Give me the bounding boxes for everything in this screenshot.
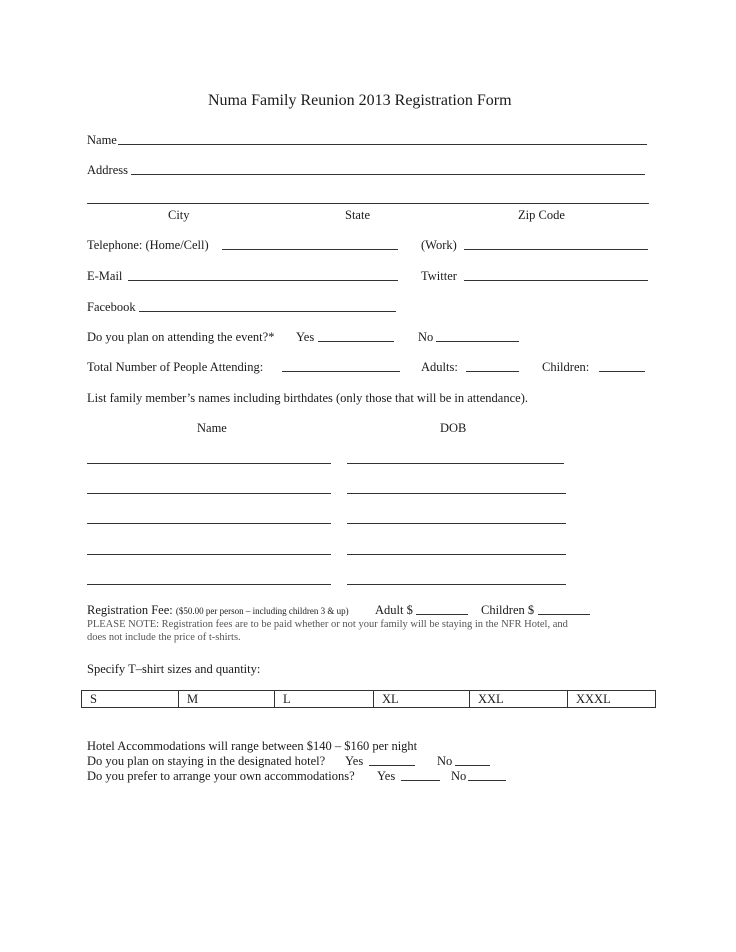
address-label: Address <box>87 163 128 177</box>
tshirt-label: Specify T–shirt sizes and quantity: <box>87 662 261 676</box>
tshirt-size-table <box>81 690 656 708</box>
children-label: Children: <box>542 360 590 374</box>
fee-detail: ($50.00 per person – including children 3 & up) <box>175 606 349 616</box>
adults-field[interactable] <box>466 371 519 372</box>
hotel-stay-question: Do you plan on staying in the designated hotel? <box>87 754 326 768</box>
attend-no-label: No <box>418 330 434 344</box>
tshirt-size-l[interactable]: L <box>275 691 374 708</box>
facebook-field[interactable] <box>139 311 396 312</box>
children-fee-label: Children $ <box>481 603 535 617</box>
family-dob-field-1[interactable] <box>347 463 564 464</box>
family-dob-field-3[interactable] <box>347 523 566 524</box>
work-label: (Work) <box>421 238 457 252</box>
hotel-own-question: Do you prefer to arrange your own accommodations? <box>87 769 355 783</box>
please-note-line-2: does not include the price of t-shirts. <box>87 632 241 643</box>
home-phone-field[interactable] <box>222 249 398 250</box>
attend-question: Do you plan on attending the event?* <box>87 330 275 344</box>
family-list-instructions: List family member’s names including birthdates (only those that will be in attendance). <box>87 391 528 405</box>
hotel-stay-no-label: No <box>437 754 453 768</box>
family-name-field-3[interactable] <box>87 523 331 524</box>
work-phone-field[interactable] <box>464 249 648 250</box>
hotel-own-yes-field[interactable] <box>401 780 440 781</box>
hotel-accommodations-text: Hotel Accommodations will range between $140 – $160 per night <box>87 739 418 753</box>
email-label: E-Mail <box>87 269 123 283</box>
city-label: City <box>168 208 190 222</box>
tshirt-size-xxl[interactable]: XXL <box>470 691 568 708</box>
attend-yes-label: Yes <box>296 330 315 344</box>
column-dob-header: DOB <box>440 421 467 435</box>
hotel-stay-no-field[interactable] <box>455 765 490 766</box>
hotel-stay-yes-field[interactable] <box>369 765 415 766</box>
family-name-field-2[interactable] <box>87 493 331 494</box>
adults-label: Adults: <box>421 360 458 374</box>
email-field[interactable] <box>128 280 398 281</box>
total-people-field[interactable] <box>282 371 400 372</box>
hotel-stay-yes-label: Yes <box>345 754 364 768</box>
tshirt-size-xxxl[interactable]: XXXL <box>568 691 656 708</box>
facebook-label: Facebook <box>87 300 136 314</box>
zip-label: Zip Code <box>518 208 565 222</box>
fee-label: Registration Fee: <box>87 603 173 617</box>
state-label: State <box>345 208 370 222</box>
twitter-field[interactable] <box>464 280 648 281</box>
address-field[interactable] <box>131 174 645 175</box>
tshirt-size-m[interactable]: M <box>179 691 275 708</box>
adult-fee-field[interactable] <box>416 614 468 615</box>
family-name-field-4[interactable] <box>87 554 331 555</box>
column-name-header: Name <box>197 421 227 435</box>
adult-fee-label: Adult $ <box>375 603 413 617</box>
attend-no-field[interactable] <box>436 341 519 342</box>
telephone-label: Telephone: (Home/Cell) <box>87 238 209 252</box>
family-name-field-5[interactable] <box>87 584 331 585</box>
hotel-own-yes-label: Yes <box>377 769 396 783</box>
form-title: Numa Family Reunion 2013 Registration Form <box>208 92 512 109</box>
tshirt-size-xl[interactable]: XL <box>374 691 470 708</box>
attend-yes-field[interactable] <box>318 341 394 342</box>
family-name-field-1[interactable] <box>87 463 331 464</box>
family-dob-field-5[interactable] <box>347 584 566 585</box>
children-field[interactable] <box>599 371 645 372</box>
name-field[interactable] <box>118 144 647 145</box>
hotel-own-no-label: No <box>451 769 467 783</box>
family-dob-field-2[interactable] <box>347 493 566 494</box>
name-label: Name <box>87 133 117 147</box>
tshirt-size-s[interactable]: S <box>82 691 179 708</box>
hotel-own-no-field[interactable] <box>468 780 506 781</box>
family-dob-field-4[interactable] <box>347 554 566 555</box>
twitter-label: Twitter <box>421 269 457 283</box>
city-state-zip-field[interactable] <box>87 203 649 204</box>
please-note-line-1: PLEASE NOTE: Registration fees are to be paid whether or not your family will be staying in the NFR Hotel, and <box>87 619 568 630</box>
registration-fee-row <box>87 603 349 618</box>
children-fee-field[interactable] <box>538 614 590 615</box>
total-people-label: Total Number of People Attending: <box>87 360 264 374</box>
